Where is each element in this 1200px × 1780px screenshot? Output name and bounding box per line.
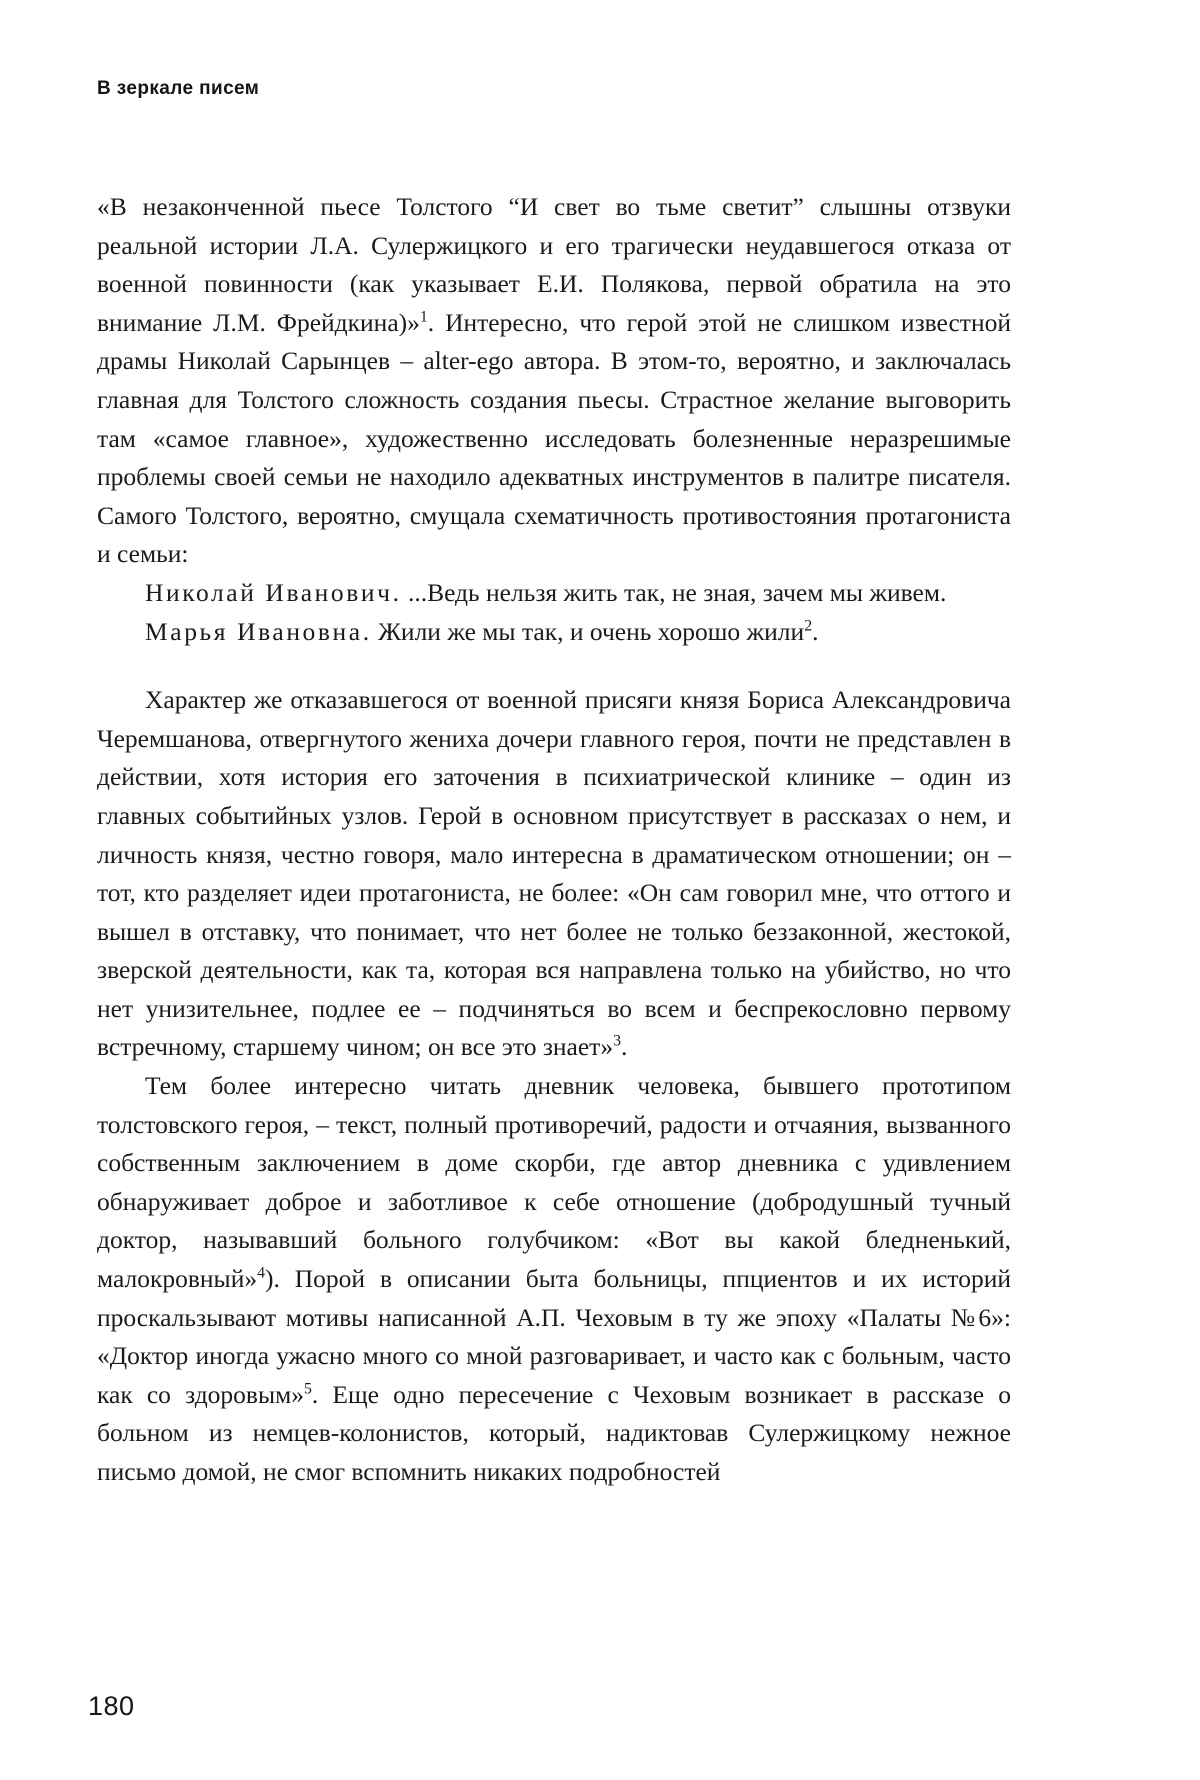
paragraph-3 bbox=[97, 1067, 1011, 1492]
paragraph-2-text: Характер же отказавшегося от военной присяги князя Бориса Александровича Черемшанова, отвергнутого жениха дочери главного героя, почти не представлен в действии, хотя история его заточения в психиатрической клинике – один из главных событийных узлов. Герой в основном присутствует в рассказах о нем, и личность князя, честно говоря, мало интересна в драматическом отношении; он – тот, кто разделяет идеи протагониста, не более: «Он сам говорил мне, что оттого и вышел в отставку, что понимает, что нет более не только беззаконной, жестокой, зверской деятельности, как та, которая вся направлена только на убийство, но что нет унизительнее, подлее ее – подчиняться во всем и беспрекословно первому встречному, старшему чином; он все это знает» bbox=[97, 685, 1011, 1062]
paragraph-2-text-cont: . bbox=[620, 1032, 628, 1062]
footnote-ref-2: 2 bbox=[804, 617, 813, 635]
footnote-ref-5: 5 bbox=[303, 1380, 312, 1398]
page-body bbox=[97, 188, 1011, 1492]
speech-text-2: Жили же мы так, и очень хорошо жили bbox=[371, 616, 805, 646]
speech-text-2-tail: . bbox=[812, 616, 819, 646]
footnote-ref-4: 4 bbox=[257, 1264, 265, 1282]
paragraph-2 bbox=[97, 681, 1011, 1067]
footnote-ref-3: 3 bbox=[613, 1032, 621, 1050]
speech-text-1: ...Ведь нельзя жить так, не зная, зачем мы живем. bbox=[401, 577, 947, 607]
paragraph-1-text-cont: . Интересно, что герой этой не слишком известной драмы Николай Сарынцев – alter-ego автора. В этом-то, вероятно, и заключалась главная для Толстого сложность создания пьесы. Страстное желание выговорить там «самое главное», художественно исследовать болезненные неразрешимые проблемы своей семьи не находило адекватных инструментов в палитре писателя. Самого Толстого, вероятно, смущала схематичность противостояния протагониста и семьи: bbox=[97, 307, 1011, 569]
paragraph-3-text-cont: ). Порой в описании быта больницы, ппциентов и их историй проскальзывают мотивы написанной А.П. Чеховым в ту же эпоху «Палаты №6»: «Доктор иногда ужасно много со мной разговаривает, и часто как с больным, часто как со здоровым» bbox=[97, 1264, 1011, 1409]
page-number: 180 bbox=[88, 1691, 135, 1721]
speech-speaker-2: Марья Ивановна. bbox=[145, 616, 372, 646]
paragraph-3-text: Тем более интересно читать дневник человека, бывшего прототипом толстовского героя, – текст, полный противоречий, радости и отчаяния, вызванного собственным заключением в доме скорби, где автор дневника с удивлением обнаруживает доброе и заботливое к себе отношение (добродушный тучный доктор, называвший больного голубчиком: «Вот вы какой бледненький, малокровный» bbox=[97, 1071, 1011, 1294]
paragraph-1 bbox=[97, 188, 1011, 574]
speech-line-1 bbox=[97, 574, 1011, 613]
speech-speaker-1: Николай Иванович. bbox=[145, 577, 402, 607]
footnote-ref-1: 1 bbox=[419, 308, 428, 326]
paragraph-gap bbox=[97, 651, 1011, 681]
speech-line-2 bbox=[97, 613, 1011, 652]
paragraph-3-text-end: . Еще одно пересечение с Чеховым возникает в рассказе о больном из немцев-колонистов, который, надиктовав Сулержицкому нежное письмо домой, не смог вспомнить никаких подробностей bbox=[97, 1379, 1011, 1486]
paragraph-1-text: «В незаконченной пьесе Толстого “И свет во тьме светит” слышны отзвуки реальной истории Л.А. Сулержицкого и его трагически неудавшегося отказа от военной повинности (как указывает Е.И. Полякова, первой обратила на это внимание Л.М. Фрейдкина)» bbox=[97, 192, 1011, 337]
running-head: В зеркале писем bbox=[97, 78, 260, 99]
